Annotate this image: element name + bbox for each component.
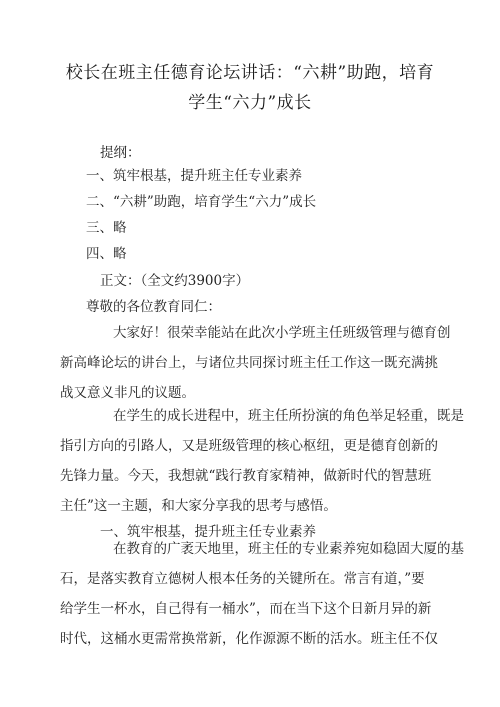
paragraph-line: 战又意义非凡的议题。 [60, 385, 195, 401]
outline-label: 提纲： [100, 145, 141, 161]
outline-item-1: 一、筑牢根基，提升班主任专业素养 [86, 168, 302, 184]
paragraph-line: 指引方向的引路人，又是班级管理的核心枢纽，更是德育创新的 [60, 438, 438, 454]
outline-item-3: 三、略 [86, 220, 127, 236]
title-line-1: 校长在班主任德育论坛讲话：“六耕”助跑，培育 [65, 63, 435, 83]
section-1-heading: 一、筑牢根基，提升班主任专业素养 [100, 524, 316, 540]
title-line-2: 学生“六力”成长 [188, 93, 312, 113]
outline-item-2: 二、“六耕”助跑，培育学生“六力”成长 [86, 194, 317, 210]
paragraph-line: 在教育的广袤天地里，班主任的专业素养宛如稳固大厦的基 [113, 541, 464, 557]
paragraph-intro [60, 318, 451, 408]
body-label: 正文：（全文约3900字） [100, 273, 250, 289]
paragraph-line: 石，是落实教育立德树人根本任务的关键所在。常言有道，”要 [60, 571, 425, 587]
paragraph-line: 在学生的成长进程中，班主任所扮演的角色举足轻重，既是 [113, 408, 464, 424]
outline-item-4: 四、略 [86, 246, 127, 262]
paragraph-section-1 [60, 534, 464, 654]
paragraph-line: 时代，这桶水更需常换常新，化作源源不断的活水。班主任不仅 [60, 631, 438, 647]
salutation: 尊敬的各位教育同仁： [86, 299, 221, 315]
paragraph-line: 先锋力量。今天，我想就“践行教育家精神，做新时代的智慧班 [60, 468, 432, 484]
paragraph-line: 新高峰论坛的讲台上，与诸位共同探讨班主任工作这一既充满挑 [60, 355, 438, 371]
paragraph-line: 大家好！很荣幸能站在此次小学班主任班级管理与德育创 [113, 325, 451, 341]
document-title [60, 58, 440, 118]
paragraph-role [60, 401, 464, 521]
paragraph-line: 主任”这一主题，和大家分享我的思考与感悟。 [60, 498, 337, 514]
paragraph-line: 给学生一杯水，自己得有一桶水”，而在当下这个日新月异的新 [60, 601, 432, 617]
